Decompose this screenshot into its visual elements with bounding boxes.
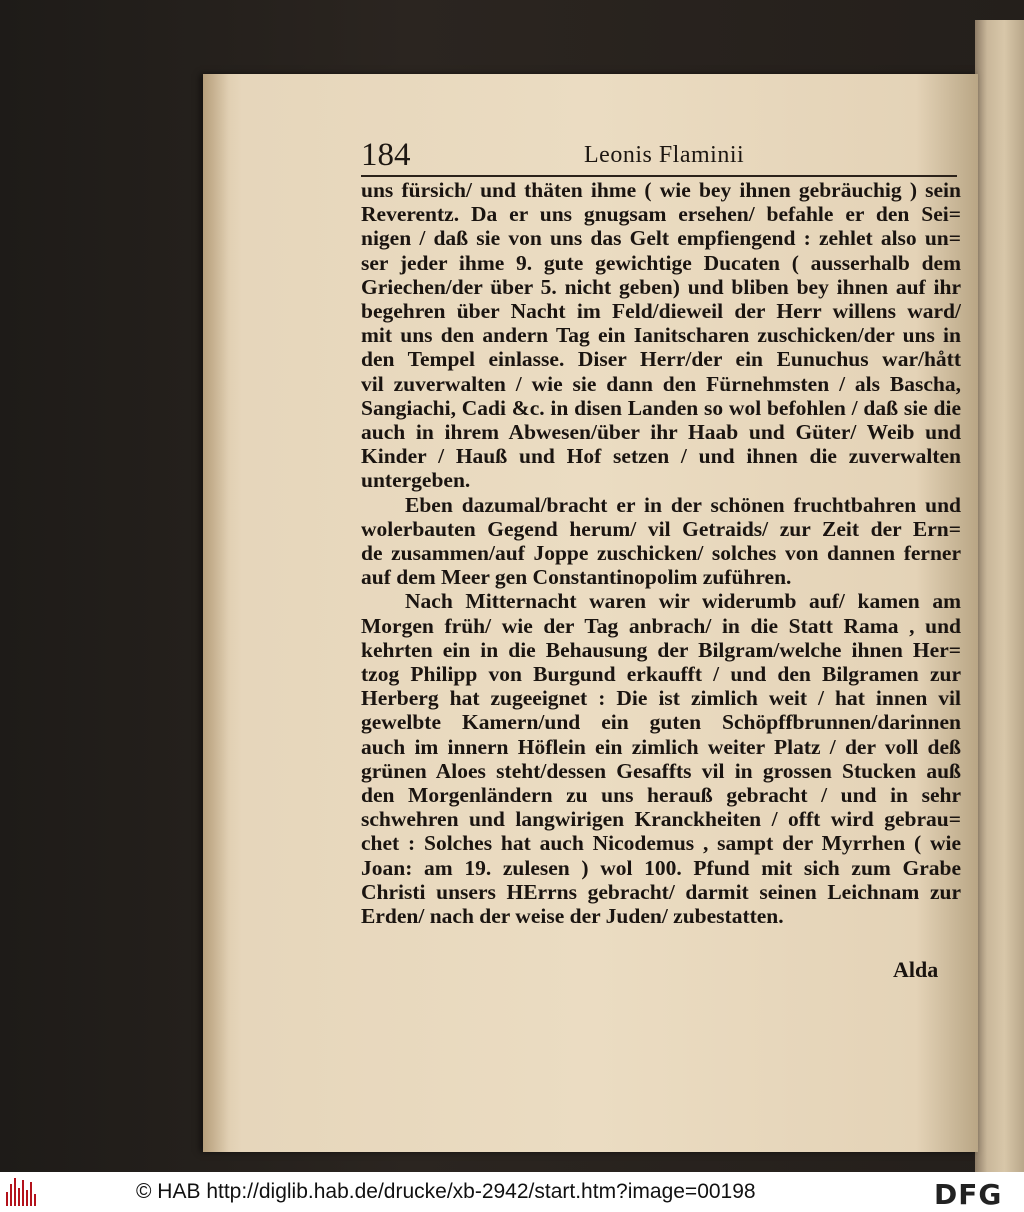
text-line: mit uns den andern Tag ein Ianitscharen zuschicken/der uns in	[361, 323, 961, 348]
text-line: untergeben.	[361, 468, 471, 493]
text-line: auch im innern Höflein ein zimlich weiter Platz / der voll deß	[361, 734, 961, 759]
text-line: vil zuverwalten / wie sie dann den Fürnehmsten / als Bascha,	[361, 371, 961, 396]
text-line: Herberg hat zugeeignet : Die ist zimlich weit / hat innen vil	[361, 686, 961, 711]
text-line: uns fürsich/ und thäten ihme ( wie bey ihnen gebräuchig ) sein	[361, 178, 961, 202]
text-line: den Morgenländern zu uns herauß gebracht / und in sehr	[361, 783, 961, 808]
text-line: Christi unsers HErrns gebracht/ darmit seinen Leichnam zur	[361, 879, 961, 904]
running-head: Leonis Flaminii	[584, 142, 745, 168]
text-line: wolerbauten Gegend herum/ vil Getraids/ zur Zeit der Ern=	[361, 516, 961, 541]
dfg-logo: DFG	[934, 1178, 1003, 1211]
page-number: 184	[361, 137, 411, 173]
header-rule	[361, 175, 957, 177]
text-line: auf dem Meer gen Constantinopolim zuführen.	[361, 565, 792, 590]
text-line: Morgen früh/ wie der Tag anbrach/ in die Statt Rama , und	[361, 613, 961, 638]
text-line: kehrten ein in die Behausung der Bilgram/welche ihnen Her=	[361, 637, 961, 662]
adjacent-page-edge	[975, 20, 1024, 1172]
text-line: ser jeder ihme 9. gute gewichtige Ducaten ( ausserhalb dem	[361, 250, 961, 275]
text-line: Eben dazumal/bracht er in der schönen fruchtbahren und	[405, 492, 961, 517]
hab-logo-icon	[6, 1178, 40, 1206]
text-line: chet : Solches hat auch Nicodemus , sampt der Myrrhen ( wie	[361, 831, 961, 856]
text-line: Griechen/der über 5. nicht geben) und bliben bey ihnen auf ihr	[361, 274, 961, 299]
text-line: Sangiachi, Cadi &c. in disen Landen so wol befohlen / daß sie die	[361, 395, 961, 420]
body-text	[361, 178, 961, 928]
text-line: tzog Philipp von Burgund erkaufft / und den Bilgramen zur	[361, 662, 961, 687]
text-line: den Tempel einlasse. Diser Herr/der ein Eunuchus war/hått	[361, 347, 961, 372]
viewer-footer	[0, 1172, 1024, 1212]
text-line: nigen / daß sie von uns das Gelt empfiengend : zehlet also un=	[361, 226, 961, 251]
text-line: Kinder / Hauß und Hof setzen / und ihnen die zuverwalten	[361, 444, 961, 469]
text-line: Erden/ nach der weise der Juden/ zubestatten.	[361, 904, 784, 929]
text-line: Nach Mitternacht waren wir widerumb auf/ kamen am	[405, 589, 961, 614]
text-line: Reverentz. Da er uns gnugsam ersehen/ befahle er den Sei=	[361, 202, 961, 227]
citation-link[interactable]: © HAB http://diglib.hab.de/drucke/xb-2942/start.htm?image=00198	[136, 1180, 756, 1203]
text-line: auch in ihrem Abwesen/über ihr Haab und Güter/ Weib und	[361, 420, 961, 445]
text-line: schwehren und langwirigen Kranckheiten / offt wird gebrau=	[361, 807, 961, 832]
text-line: de zusammen/auf Joppe zuschicken/ solches von dannen ferner	[361, 541, 961, 566]
text-line: Joan: am 19. zulesen ) wol 100. Pfund mit sich zum Grabe	[361, 855, 961, 880]
book-page	[203, 74, 978, 1152]
catchword: Alda	[893, 957, 939, 982]
text-line: gewelbte Kamern/und ein guten Schöpffbrunnen/darinnen	[361, 710, 961, 735]
text-line: grünen Aloes steht/dessen Gesaffts vil in grossen Stucken auß	[361, 758, 961, 783]
text-line: begehren über Nacht im Feld/dieweil der Herr willens ward/	[361, 299, 961, 324]
